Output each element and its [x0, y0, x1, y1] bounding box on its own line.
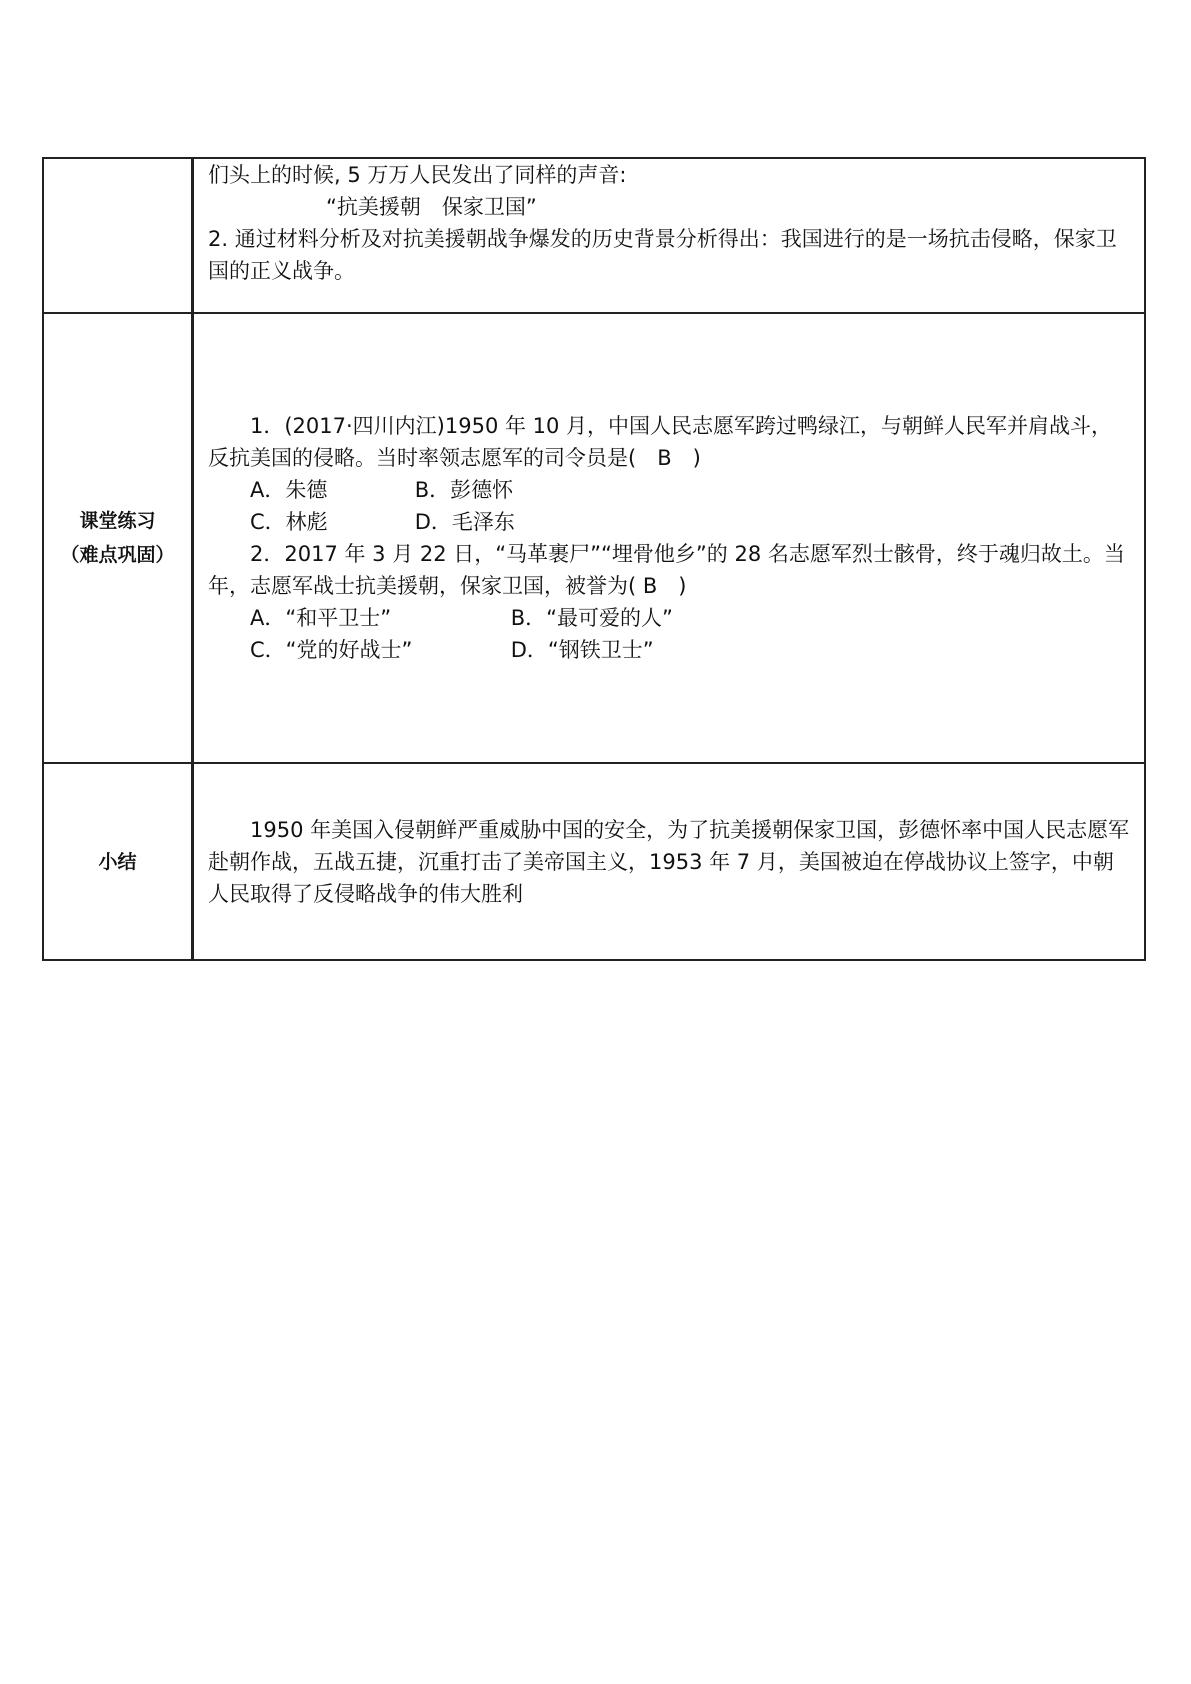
label-practice-subtitle: （难点巩固）: [60, 544, 175, 566]
summary-cell: [193, 763, 1146, 960]
table-row: [43, 313, 1145, 763]
row-label-empty: [43, 158, 193, 313]
table-row: [43, 763, 1145, 960]
question-1-option-c: C．林彪: [250, 510, 328, 534]
label-practice-title: 课堂练习: [79, 510, 156, 532]
question-2-option-b: B．“最可爱的人”: [510, 606, 673, 630]
question-2-option-c: C．“党的好战士”: [250, 638, 413, 662]
row-label-summary: 小结: [43, 763, 193, 960]
practice-cell: [193, 313, 1146, 763]
conclusion-paragraph: 2. 通过材料分析及对抗美援朝战争爆发的历史背景分析得出：我国进行的是一场抗击侵略，保家卫国的正义战争。: [208, 227, 1117, 283]
summary-paragraph: 1950 年美国入侵朝鲜严重威胁中国的安全，为了抗美援朝保家卫国，彭德怀率中国人民志愿军赴朝作战，五战五捷，沉重打击了美帝国主义，1953 年 7 月，美国被迫在停战协议上签字，中朝人民取得了反侵略战争的伟大胜利: [208, 817, 1130, 906]
text-line: 们头上的时候, 5 万万人民发出了同样的声音:: [208, 163, 627, 187]
row-label-practice: [43, 313, 193, 763]
question-2-options-row-2: [208, 634, 1132, 666]
slogan-line: “抗美援朝 保家卫国”: [326, 195, 537, 219]
question-2-stem: 2．2017 年 3 月 22 日，“马革裹尸”“埋骨他乡”的 28 名志愿军烈士骸骨，终于魂归故土。当年，志愿军战士抗美援朝，保家卫国，被誉为( B ): [208, 542, 1125, 598]
question-1-option-b: B．彭德怀: [414, 478, 514, 502]
question-1-option-d: D．毛泽东: [414, 510, 515, 534]
question-1-stem: 1．(2017·四川内江)1950 年 10 月，中国人民志愿军跨过鸭绿江，与朝鲜人民军并肩战斗，反抗美国的侵略。当时率领志愿军的司令员是( B ): [208, 414, 1113, 470]
question-2-options-row-1: [208, 602, 1132, 634]
material-analysis-cell: [193, 158, 1146, 313]
question-1-options-row-1: [208, 474, 1132, 506]
question-2-option-d: D．“钢铁卫士”: [510, 638, 654, 662]
lesson-table: [42, 157, 1146, 961]
question-1-options-row-2: [208, 506, 1132, 538]
question-2-option-a: A．“和平卫士”: [250, 606, 392, 630]
question-1-option-a: A．朱德: [250, 478, 328, 502]
table-row: [43, 158, 1145, 313]
